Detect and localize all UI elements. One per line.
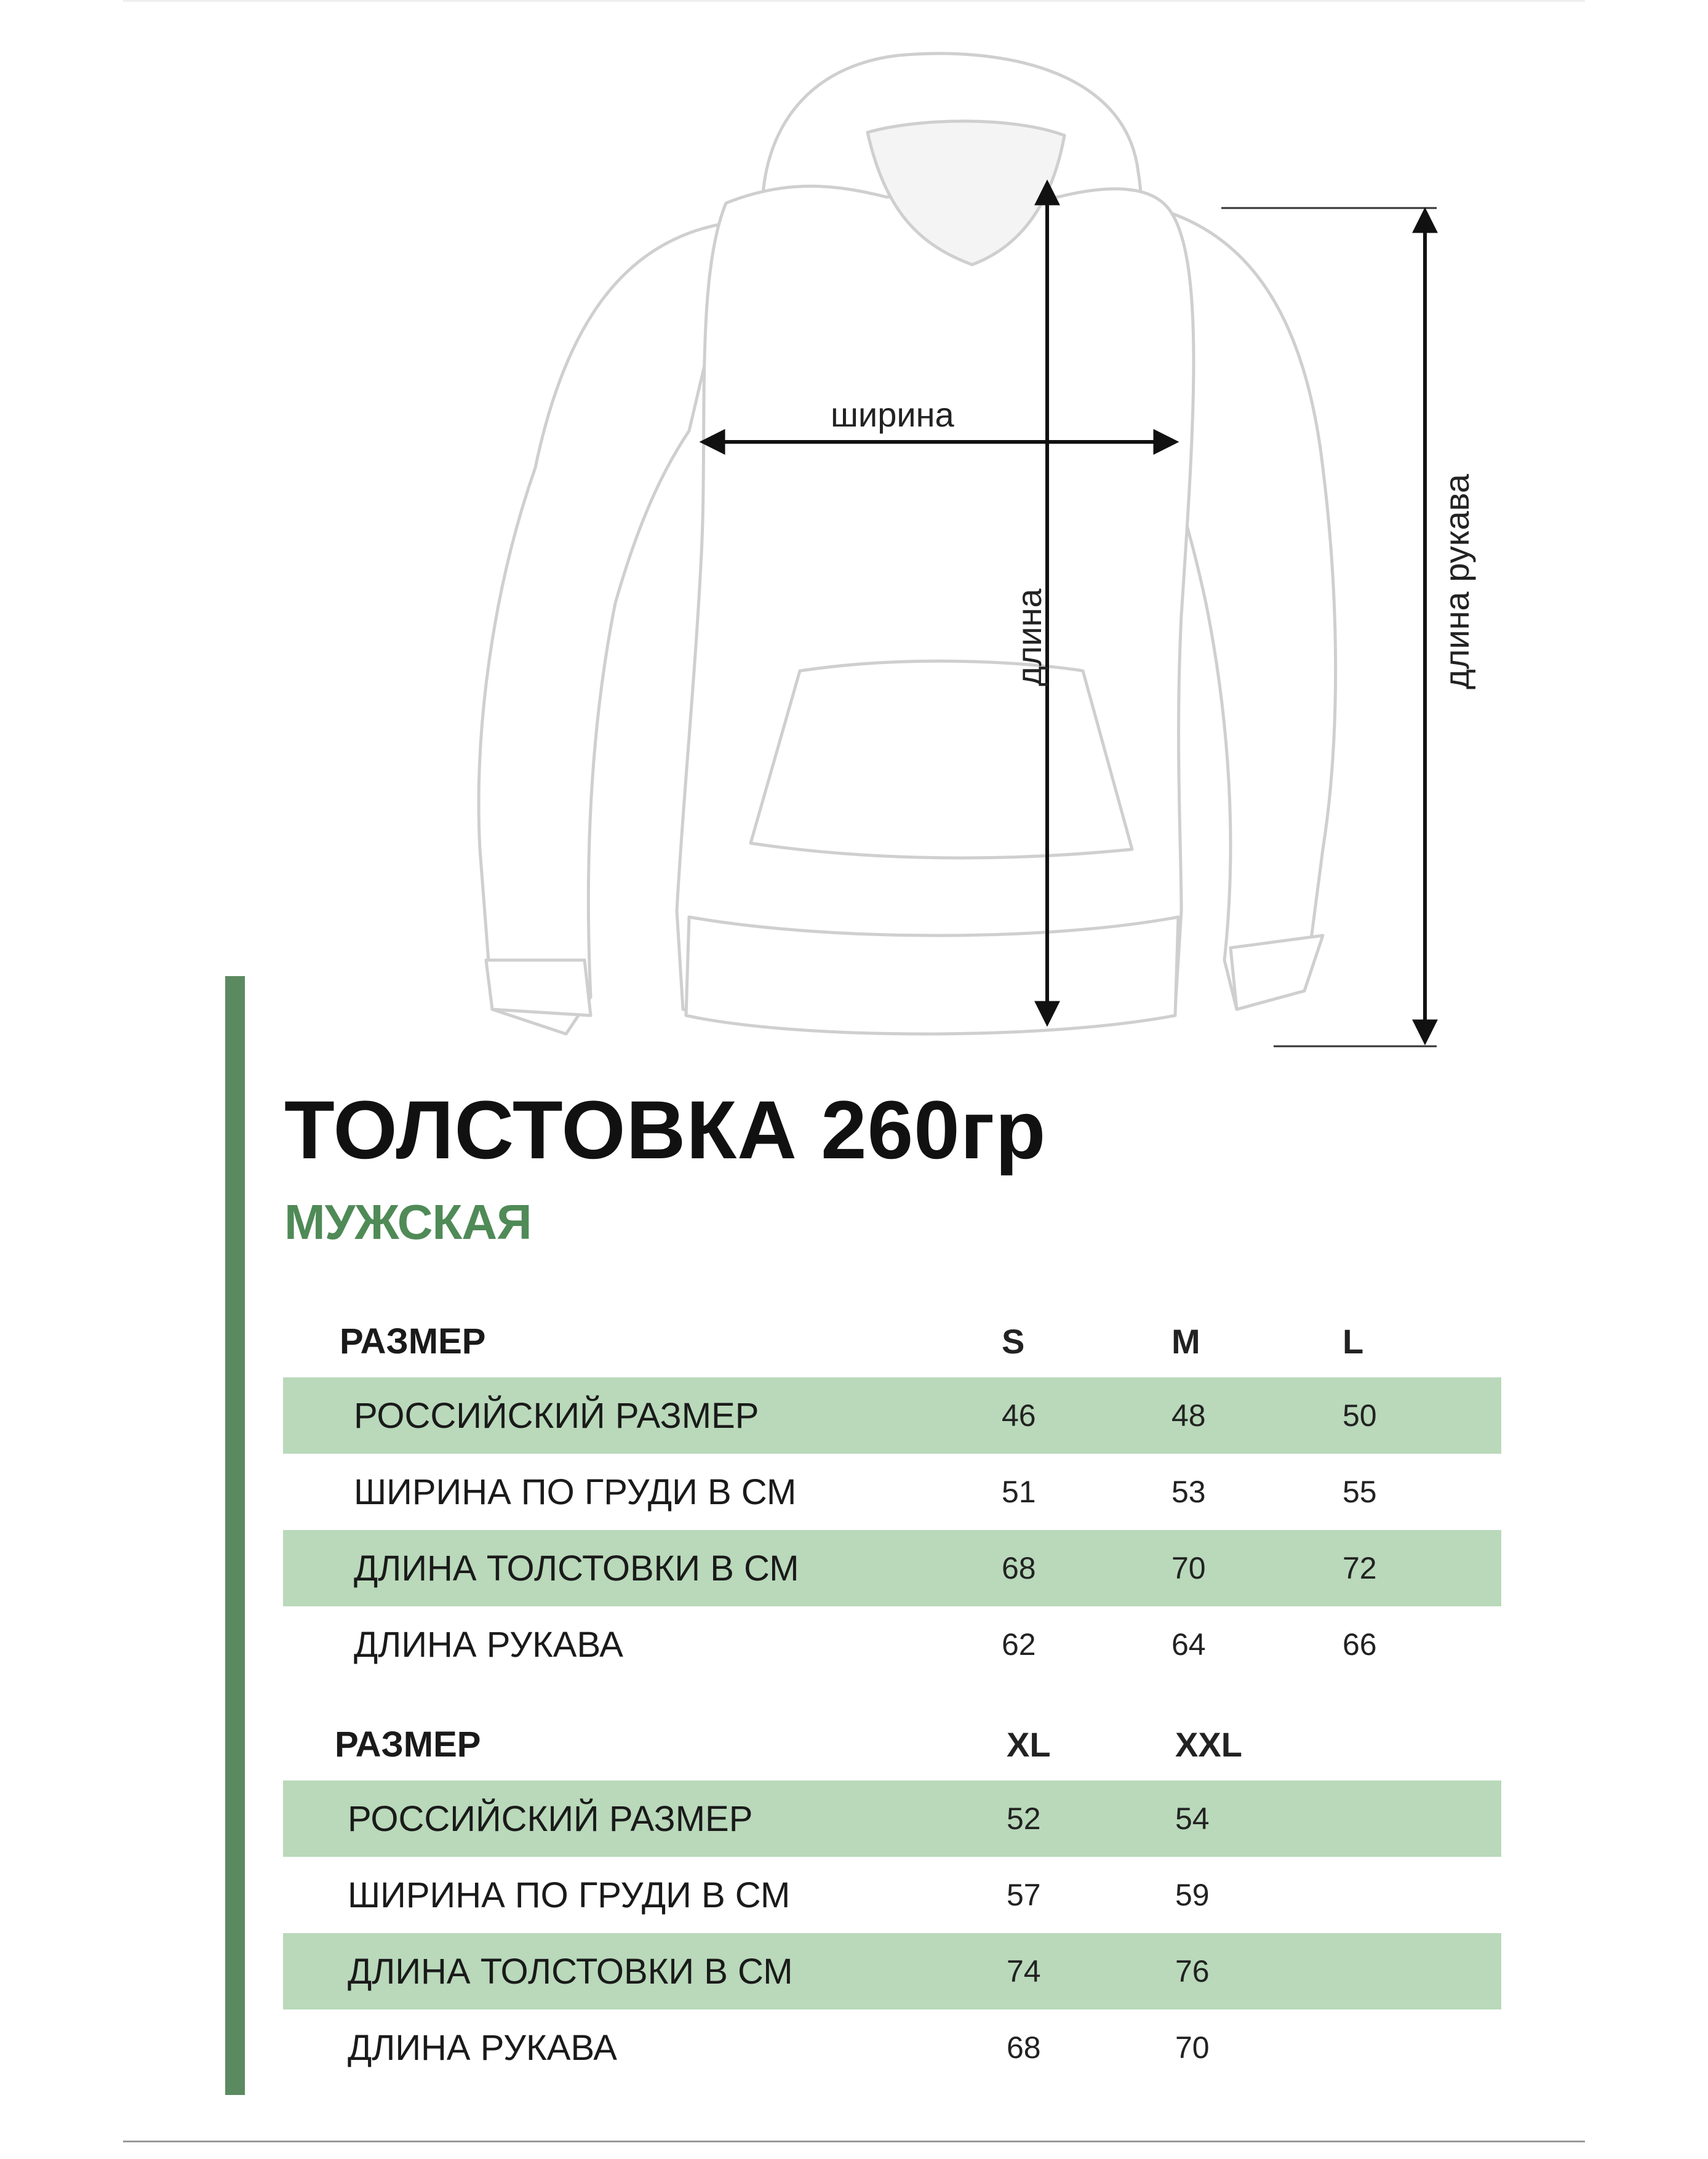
row-value: 57 <box>1007 1878 1041 1912</box>
row-value: 70 <box>1171 1551 1206 1585</box>
label-sleeve-length: длина рукава <box>1437 474 1476 689</box>
table-row <box>283 1933 1501 2009</box>
row-label: ДЛИНА РУКАВА <box>348 2027 617 2068</box>
page-title: ТОЛСТОВКА 260гр <box>284 1084 1047 1176</box>
row-value: 76 <box>1175 1954 1210 1989</box>
size-l: L <box>1343 1321 1364 1361</box>
table-row <box>283 1377 1501 1454</box>
accent-bar <box>225 976 245 2095</box>
page-subtitle: МУЖСКАЯ <box>284 1195 532 1249</box>
row-value: 66 <box>1343 1627 1377 1662</box>
row-value: 74 <box>1007 1954 1041 1989</box>
row-value: 68 <box>1007 2030 1041 2065</box>
row-value: 68 <box>1002 1551 1036 1585</box>
table-row <box>283 1780 1501 1857</box>
row-label: ШИРИНА ПО ГРУДИ В СМ <box>354 1472 797 1512</box>
row-value: 54 <box>1175 1801 1210 1836</box>
row-value: 72 <box>1343 1551 1377 1585</box>
header-label: РАЗМЕР <box>335 1724 481 1764</box>
size-table-1 <box>283 1305 1501 1683</box>
header-label: РАЗМЕР <box>340 1321 486 1361</box>
row-value: 50 <box>1343 1398 1377 1433</box>
row-value: 64 <box>1171 1627 1206 1662</box>
row-value: 52 <box>1007 1801 1041 1836</box>
size-m: M <box>1171 1321 1200 1361</box>
table-row <box>283 2009 1501 2086</box>
hoodie-shape-icon <box>479 54 1336 1034</box>
row-label: ДЛИНА ТОЛСТОВКИ В СМ <box>348 1951 793 1992</box>
row-value: 59 <box>1175 1878 1210 1912</box>
row-value: 62 <box>1002 1627 1036 1662</box>
row-label: РОССИЙСКИЙ РАЗМЕР <box>354 1395 759 1436</box>
size-xl: XL <box>1007 1724 1051 1764</box>
row-label: ДЛИНА РУКАВА <box>354 1624 623 1665</box>
table-row <box>283 1530 1501 1606</box>
row-label: РОССИЙСКИЙ РАЗМЕР <box>348 1798 753 1839</box>
label-length: длина <box>1010 588 1048 686</box>
row-value: 70 <box>1175 2030 1210 2065</box>
row-label: ДЛИНА ТОЛСТОВКИ В СМ <box>354 1548 799 1588</box>
table-header-row <box>283 1708 1501 1780</box>
table-row <box>283 1857 1501 1933</box>
row-value: 48 <box>1171 1398 1206 1433</box>
size-table-2 <box>283 1708 1501 2086</box>
bottom-divider <box>123 2141 1585 2142</box>
row-value: 53 <box>1171 1475 1206 1509</box>
label-width: ширина <box>831 395 954 434</box>
table-header-row <box>283 1305 1501 1377</box>
size-xxl: XXL <box>1175 1724 1242 1764</box>
table-row <box>283 1454 1501 1530</box>
row-label: ШИРИНА ПО ГРУДИ В СМ <box>348 1875 791 1915</box>
row-value: 46 <box>1002 1398 1036 1433</box>
table-row <box>283 1606 1501 1683</box>
row-value: 55 <box>1343 1475 1377 1509</box>
hoodie-illustration <box>0 0 1708 1059</box>
size-s: S <box>1002 1321 1025 1361</box>
row-value: 51 <box>1002 1475 1036 1509</box>
